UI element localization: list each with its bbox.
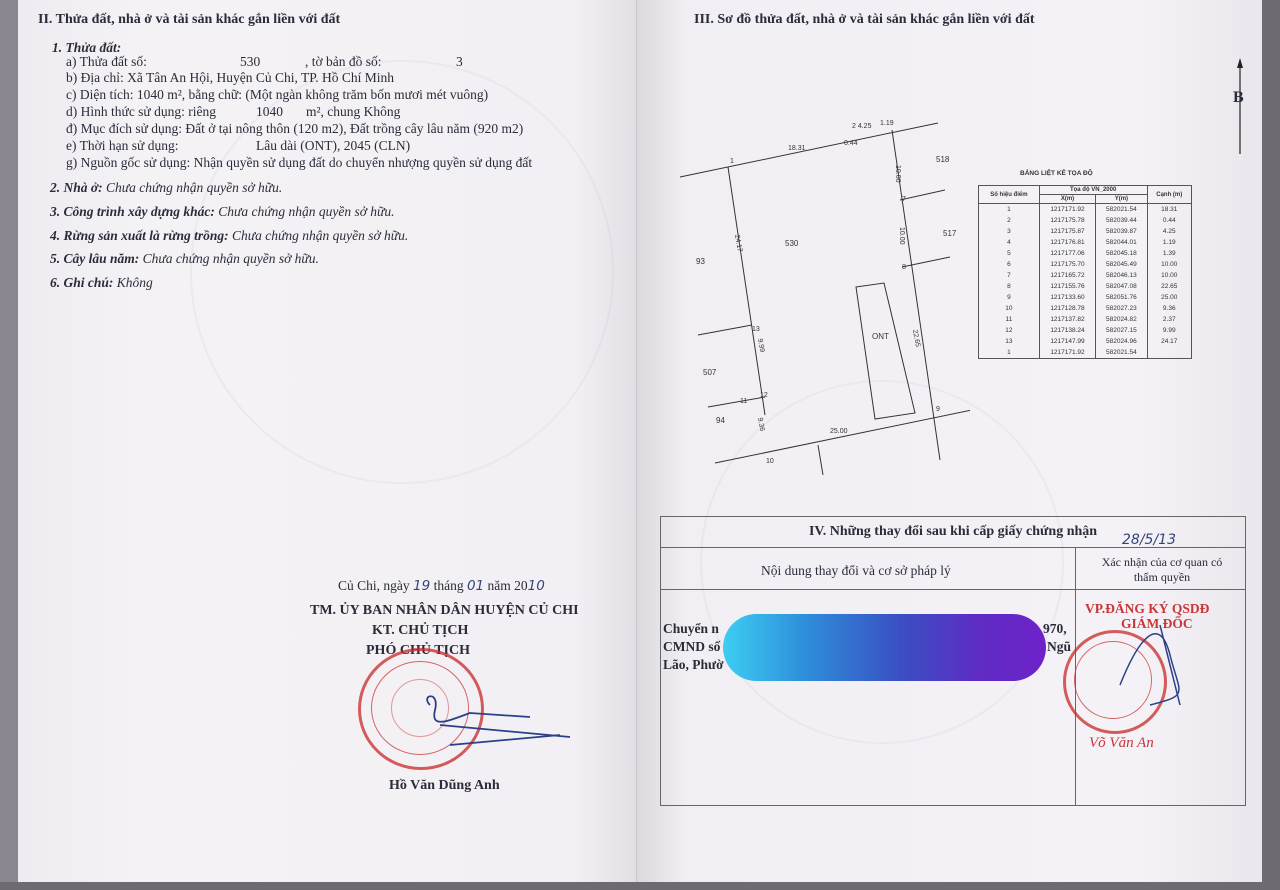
coord-cell-y: 582027.23 bbox=[1096, 303, 1147, 314]
coord-cell-e: 9.36 bbox=[1147, 303, 1192, 314]
coord-cell-e: 2.37 bbox=[1147, 314, 1192, 325]
coord-cell-y: 582024.96 bbox=[1096, 336, 1147, 347]
house-label: 2. Nhà ở: bbox=[50, 180, 103, 195]
coord-cell-y: 582024.82 bbox=[1096, 314, 1147, 325]
coord-cell-x: 1217175.78 bbox=[1039, 215, 1095, 226]
coord-cell-y: 582044.01 bbox=[1096, 237, 1147, 248]
redaction-overlay bbox=[723, 614, 1046, 681]
director-title: GIÁM ĐỐC bbox=[1121, 616, 1193, 631]
land-heading: 1. Thửa đất: bbox=[52, 40, 122, 55]
coord-cell-x: 1217165.72 bbox=[1039, 270, 1095, 281]
point-label: 10 bbox=[766, 458, 774, 465]
point-label: 12 bbox=[760, 392, 768, 399]
edge-label: 25.00 bbox=[830, 428, 848, 435]
coord-cell-x: 1217175.87 bbox=[1039, 226, 1095, 237]
authority-line-3: PHÓ CHỦ TỊCH bbox=[366, 643, 470, 658]
signer-name: Hồ Văn Dũng Anh bbox=[389, 778, 500, 793]
coord-cell-y: 582051.76 bbox=[1096, 292, 1147, 303]
coord-cell-y: 582021.54 bbox=[1096, 204, 1147, 216]
point-label: 11 bbox=[740, 398, 748, 405]
point-label: 9 bbox=[936, 406, 940, 413]
other-construction-row bbox=[50, 204, 395, 220]
coord-cell-e: 18.31 bbox=[1147, 204, 1192, 216]
coord-cell-e: 4.25 bbox=[1147, 226, 1192, 237]
signature-left bbox=[410, 685, 580, 755]
coord-cell-p: 8 bbox=[979, 281, 1040, 292]
background-bottom-edge bbox=[0, 882, 1280, 890]
change-entry-line-3: Lão, Phườ bbox=[663, 657, 724, 672]
usage-form-label: d) Hình thức sử dụng: riêng bbox=[66, 104, 216, 119]
coord-cell-e: 9.99 bbox=[1147, 325, 1192, 336]
coord-cell-x: 1217138.24 bbox=[1039, 325, 1095, 336]
forest-value: Chưa chứng nhận quyền sở hữu. bbox=[231, 228, 409, 243]
coord-cell-p: 12 bbox=[979, 325, 1040, 336]
usage-form-private: 1040 bbox=[256, 104, 283, 119]
coord-table-title: BẢNG LIỆT KÊ TỌA ĐỘ bbox=[1020, 170, 1093, 177]
coord-row bbox=[979, 270, 1192, 281]
parcel-label: 530 bbox=[785, 239, 799, 248]
north-arrow-icon bbox=[1230, 58, 1254, 158]
edge-label: 10.00 bbox=[894, 165, 901, 183]
neighbor-label: 94 bbox=[716, 416, 725, 425]
coord-cell-p: 6 bbox=[979, 259, 1040, 270]
section-ii-title: II. Thửa đất, nhà ở và tài sản khác gắn liền với đất bbox=[38, 12, 341, 27]
issue-month: 01 bbox=[466, 578, 485, 594]
coord-cell-y: 582046.13 bbox=[1096, 270, 1147, 281]
edge-label: 9.36 bbox=[756, 417, 766, 432]
usage-form-rest: m², chung Không bbox=[306, 104, 401, 119]
issue-place: Củ Chi, ngày bbox=[338, 578, 410, 593]
coord-cell-x: 1217171.92 bbox=[1039, 347, 1095, 359]
change-entry-line-2: CMND số bbox=[663, 639, 721, 654]
edge-label: 24.17 bbox=[733, 234, 743, 253]
neighbor-label: 518 bbox=[936, 155, 950, 164]
changes-col-content: Nội dung thay đổi và cơ sở pháp lý bbox=[761, 563, 951, 578]
signature-right bbox=[1090, 595, 1210, 715]
handwritten-date: 28/5/13 bbox=[1122, 532, 1176, 548]
coord-row bbox=[979, 325, 1192, 336]
coord-cell-x: 1217176.81 bbox=[1039, 237, 1095, 248]
parcel-number: 530 bbox=[240, 54, 261, 69]
note-value: Không bbox=[116, 275, 153, 290]
coord-cell-y: 582039.87 bbox=[1096, 226, 1147, 237]
coord-row bbox=[979, 314, 1192, 325]
coord-cell-y: 582047.08 bbox=[1096, 281, 1147, 292]
edge-label: 10.00 bbox=[898, 227, 905, 245]
change-entry-line-2-end: Ngũ bbox=[1047, 639, 1072, 654]
coord-cell-p: 5 bbox=[979, 248, 1040, 259]
coord-cell-e: 10.00 bbox=[1147, 259, 1192, 270]
other-construction-label: 3. Công trình xây dựng khác: bbox=[50, 204, 215, 219]
coord-cell-p: 13 bbox=[979, 336, 1040, 347]
coord-cell-x: 1217177.06 bbox=[1039, 248, 1095, 259]
point-label: 8 bbox=[902, 264, 906, 271]
neighbor-label: 507 bbox=[703, 368, 717, 377]
term-value: Lâu dài (ONT), 2045 (CLN) bbox=[256, 138, 411, 153]
point-label: 1 bbox=[730, 158, 734, 165]
coord-cell-p: 4 bbox=[979, 237, 1040, 248]
authority-line-1: TM. ỦY BAN NHÂN DÂN HUYỆN CỦ CHI bbox=[310, 603, 579, 618]
coord-row bbox=[979, 281, 1192, 292]
coord-row bbox=[979, 336, 1192, 347]
edge-label: 22.65 bbox=[911, 329, 921, 348]
parcel-map-drawing bbox=[670, 115, 970, 475]
house-row bbox=[50, 180, 282, 196]
coord-cell-y: 582039.44 bbox=[1096, 215, 1147, 226]
changes-col-confirm: Xác nhận của cơ quan có thẩm quyền bbox=[1101, 555, 1223, 584]
note-label: 6. Ghi chú: bbox=[50, 275, 114, 290]
issue-day: 19 bbox=[413, 578, 431, 594]
forest-label: 4. Rừng sản xuất là rừng trồng: bbox=[50, 228, 229, 243]
coord-row bbox=[979, 237, 1192, 248]
coord-cell-e: 1.19 bbox=[1147, 237, 1192, 248]
section-iii-title: III. Sơ đồ thửa đất, nhà ở và tài sản khác gắn liền với đất bbox=[694, 12, 1035, 27]
coord-row bbox=[979, 303, 1192, 314]
origin-line: g) Nguồn gốc sử dụng: Nhận quyền sử dụng đất do chuyển nhượng quyền sử dụng đất bbox=[66, 155, 533, 170]
zone-label: ONT bbox=[872, 332, 889, 341]
year-label: năm 20 bbox=[487, 578, 528, 593]
changes-title: IV. Những thay đổi sau khi cấp giấy chứng nhận bbox=[661, 517, 1245, 548]
sheet-number: 3 bbox=[456, 54, 463, 69]
coord-cell-y: 582021.54 bbox=[1096, 347, 1147, 359]
area-line: c) Diện tích: 1040 m², bằng chữ: (Một ngàn không trăm bốn mươi mét vuông) bbox=[66, 87, 489, 102]
coord-cell-e: 0.44 bbox=[1147, 215, 1192, 226]
coord-cell-x: 1217133.60 bbox=[1039, 292, 1095, 303]
coord-cell-p: 7 bbox=[979, 270, 1040, 281]
coord-cell-x: 1217137.82 bbox=[1039, 314, 1095, 325]
issue-date bbox=[338, 578, 545, 594]
north-label: B bbox=[1233, 89, 1244, 106]
coord-cell-p: 2 bbox=[979, 215, 1040, 226]
month-label: tháng bbox=[433, 578, 464, 593]
coord-cell-y: 582027.15 bbox=[1096, 325, 1147, 336]
coord-cell-p: 3 bbox=[979, 226, 1040, 237]
neighbor-label: 93 bbox=[696, 257, 705, 266]
term-label: e) Thời hạn sử dụng: bbox=[66, 138, 179, 153]
director-name: Võ Văn An bbox=[1089, 735, 1154, 751]
perennial-label: 5. Cây lâu năm: bbox=[50, 251, 140, 266]
coord-cell-p: 10 bbox=[979, 303, 1040, 314]
coord-cell-e: 22.65 bbox=[1147, 281, 1192, 292]
background-right-edge bbox=[1262, 0, 1280, 890]
coord-cell-x: 1217128.78 bbox=[1039, 303, 1095, 314]
coord-row bbox=[979, 215, 1192, 226]
authority-line-2: KT. CHỦ TỊCH bbox=[372, 623, 469, 638]
coord-cell-p: 9 bbox=[979, 292, 1040, 303]
coord-row bbox=[979, 259, 1192, 270]
coord-row bbox=[979, 204, 1192, 216]
issue-year: 10 bbox=[527, 578, 545, 594]
coord-cell-y: 582045.49 bbox=[1096, 259, 1147, 270]
row-divider bbox=[661, 589, 1245, 590]
coord-header-edge: Cạnh (m) bbox=[1147, 186, 1192, 204]
background-left-edge bbox=[0, 0, 18, 890]
coord-cell-e: 24.17 bbox=[1147, 336, 1192, 347]
edge-label: 9.99 bbox=[756, 338, 766, 353]
coord-cell-e: 10.00 bbox=[1147, 270, 1192, 281]
coord-cell-p: 1 bbox=[979, 204, 1040, 216]
coord-header-point: Số hiệu điểm bbox=[979, 186, 1040, 204]
edge-label: 18.31 bbox=[788, 145, 806, 152]
change-entry-line-1-end: 970, bbox=[1043, 621, 1067, 636]
coord-cell-x: 1217155.76 bbox=[1039, 281, 1095, 292]
perennial-row bbox=[50, 251, 319, 267]
coord-cell-p: 11 bbox=[979, 314, 1040, 325]
purpose-line: đ) Mục đích sử dụng: Đất ở tại nông thôn (120 m2), Đất trồng cây lâu năm (920 m2) bbox=[66, 121, 524, 136]
forest-row bbox=[50, 228, 408, 244]
parcel-label: a) Thửa đất số: bbox=[66, 54, 147, 69]
coord-header-system: Tọa độ VN_2000 bbox=[1039, 186, 1147, 195]
edge-label: 1.19 bbox=[880, 120, 894, 127]
edge-label: 2 4.25 bbox=[852, 123, 872, 130]
coord-cell-e: 25.00 bbox=[1147, 292, 1192, 303]
sheet-label: , tờ bản đồ số: bbox=[305, 54, 382, 69]
coord-row bbox=[979, 248, 1192, 259]
coord-cell-x: 1217147.99 bbox=[1039, 336, 1095, 347]
coord-header-x: X(m) bbox=[1039, 195, 1095, 204]
perennial-value: Chưa chứng nhận quyền sở hữu. bbox=[142, 251, 319, 266]
house-value: Chưa chứng nhận quyền sở hữu. bbox=[106, 180, 283, 195]
coord-cell-e bbox=[1147, 347, 1192, 359]
coord-row bbox=[979, 292, 1192, 303]
change-entry-line-1: Chuyển n bbox=[663, 621, 719, 636]
note-row bbox=[50, 275, 153, 291]
coord-cell-p: 1 bbox=[979, 347, 1040, 359]
office-name: VP.ĐĂNG KÝ QSDĐ bbox=[1085, 601, 1210, 616]
coord-cell-x: 1217175.70 bbox=[1039, 259, 1095, 270]
coord-header-y: Y(m) bbox=[1096, 195, 1147, 204]
coord-row bbox=[979, 347, 1192, 359]
address-line: b) Địa chỉ: Xã Tân An Hội, Huyện Củ Chi, TP. Hồ Chí Minh bbox=[66, 70, 394, 85]
edge-label: 0.44 bbox=[844, 140, 858, 147]
neighbor-label: 517 bbox=[943, 229, 957, 238]
coord-cell-y: 582045.18 bbox=[1096, 248, 1147, 259]
coordinate-table bbox=[978, 185, 1192, 359]
point-label: 13 bbox=[752, 326, 760, 333]
coord-cell-x: 1217171.92 bbox=[1039, 204, 1095, 216]
coord-row bbox=[979, 226, 1192, 237]
coord-cell-e: 1.39 bbox=[1147, 248, 1192, 259]
point-label: 7 bbox=[902, 196, 906, 203]
other-construction-value: Chưa chứng nhận quyền sở hữu. bbox=[218, 204, 395, 219]
